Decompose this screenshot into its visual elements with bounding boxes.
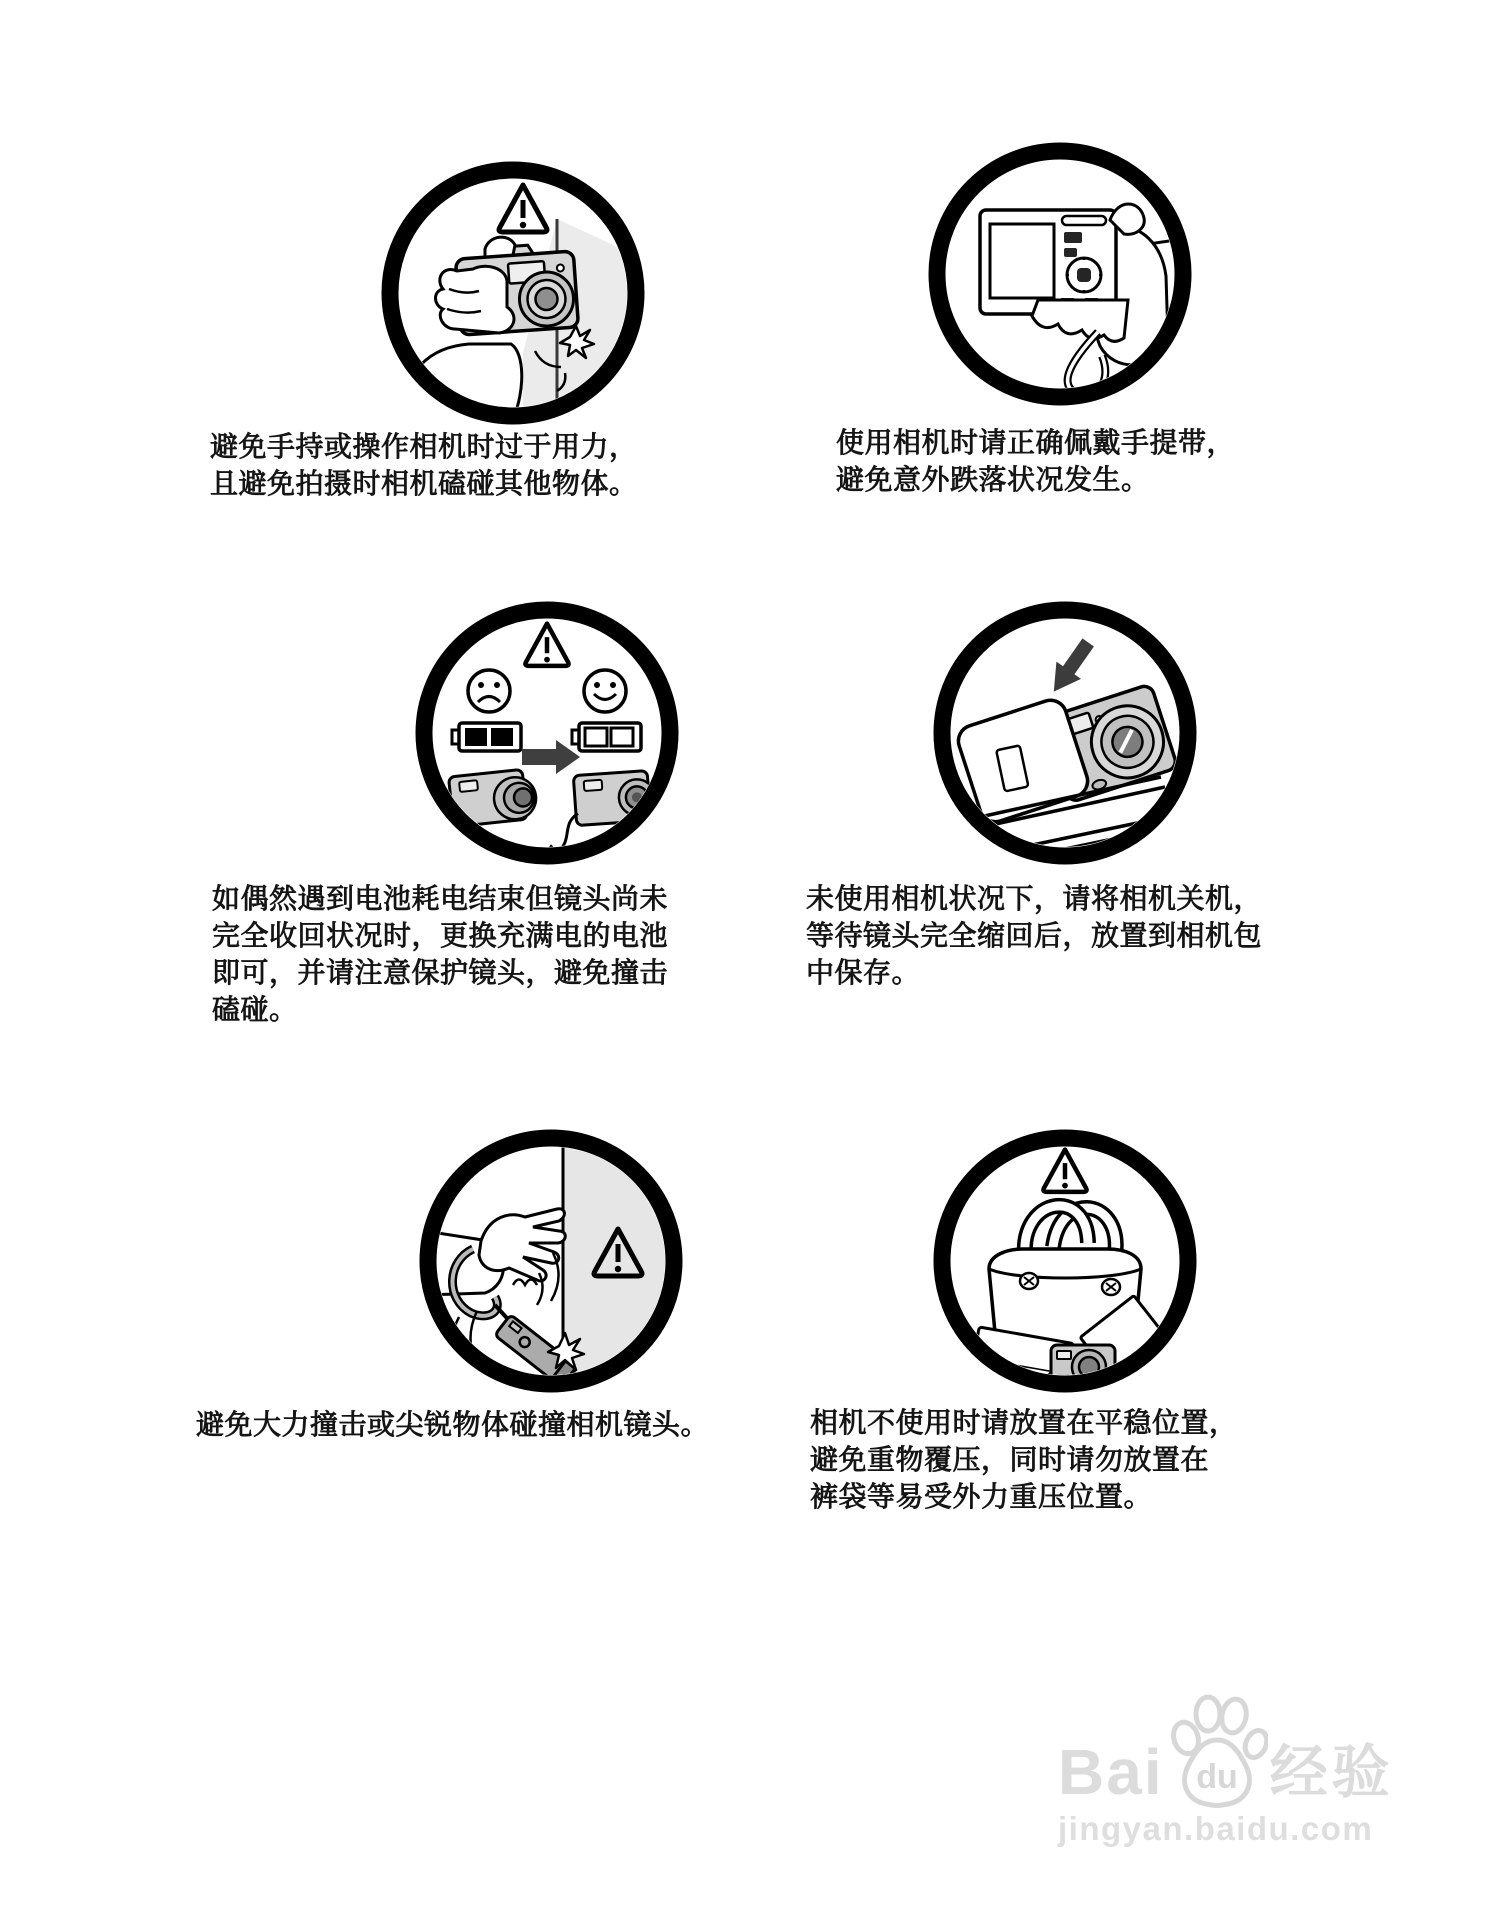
- bag-storage-svg: [925, 1121, 1205, 1401]
- warning-icon: [499, 185, 547, 232]
- caption-line: 中保存。: [806, 957, 921, 988]
- caption-line: 相机不使用时请放置在平稳位置，: [810, 1407, 1238, 1438]
- illustration-camera-pouch: [925, 593, 1205, 873]
- sad-face-icon: [468, 670, 510, 712]
- camera-pouch-svg: [925, 593, 1205, 873]
- caption-line: 避免意外跌落状况发生。: [836, 464, 1150, 495]
- wrist-strap-svg: [920, 134, 1200, 414]
- baidu-jingyan-watermark: [1058, 1692, 1438, 1848]
- camera-back: [980, 210, 1116, 314]
- arrow-into-pouch-icon: [1042, 634, 1101, 700]
- illustration-wrist-strap: [920, 134, 1200, 414]
- illustration-grip-impact: [373, 153, 653, 433]
- caption-line: 使用相机时请正确佩戴手提带，: [836, 427, 1236, 458]
- caption-bag-storage: [810, 1404, 1238, 1515]
- caption-line: 避免重物覆压，同时请勿放置在: [810, 1444, 1210, 1475]
- fingers: [1032, 300, 1128, 341]
- jingyan-wordmark: 经验: [1269, 1740, 1394, 1806]
- baidu-paw-icon: [1166, 1692, 1268, 1810]
- battery-swap-svg: [407, 593, 687, 873]
- warning-icon: [1043, 1150, 1086, 1192]
- caption-wrist-strap: [836, 424, 1235, 498]
- caption-camera-pouch: [806, 880, 1262, 991]
- caption-line: 未使用相机状况下，请将相机关机，: [806, 883, 1263, 914]
- caption-line: 磕碰。: [212, 994, 298, 1025]
- baidu-du-text: du: [1195, 1758, 1238, 1796]
- illustration-strap-swing: [411, 1121, 691, 1401]
- grip-impact-svg: [373, 153, 653, 433]
- happy-face-icon: [584, 670, 626, 712]
- caption-line: 避免大力撞击或尖锐物体碰撞相机镜头。: [196, 1409, 710, 1440]
- caption-line: 且避免拍摄时相机磕碰其他物体。: [210, 468, 638, 499]
- baidu-jingyan-logo: [1058, 1692, 1438, 1808]
- caption-line: 完全收回状况时，更换充满电的电池: [212, 920, 669, 951]
- caption-line: 即可，并请注意保护镜头，避免撞击: [212, 957, 669, 988]
- warning-icon: [525, 624, 568, 666]
- caption-line: 等待镜头完全缩回后，放置到相机包: [806, 920, 1263, 951]
- hand: [479, 1209, 565, 1281]
- jingyan-url: jingyan.baidu.com: [1058, 1810, 1374, 1847]
- battery-full-icon: [572, 723, 641, 751]
- caption-strap-swing: [196, 1406, 709, 1443]
- strap-swing-svg: [411, 1121, 691, 1401]
- caption-line: 裤袋等易受外力重压位置。: [810, 1481, 1153, 1512]
- caption-battery-swap: [212, 880, 668, 1028]
- caption-line: 如偶然遇到电池耗电结束但镜头尚未: [212, 883, 669, 914]
- battery-empty-icon: [452, 723, 521, 751]
- hand: [436, 237, 516, 333]
- baidu-wordmark: Bai: [1058, 1736, 1164, 1808]
- illustration-battery-swap: [407, 593, 687, 873]
- caption-grip-impact: [210, 428, 638, 502]
- illustration-bag-storage: [925, 1121, 1205, 1401]
- caption-line: 避免手持或操作相机时过于用力，: [210, 431, 638, 462]
